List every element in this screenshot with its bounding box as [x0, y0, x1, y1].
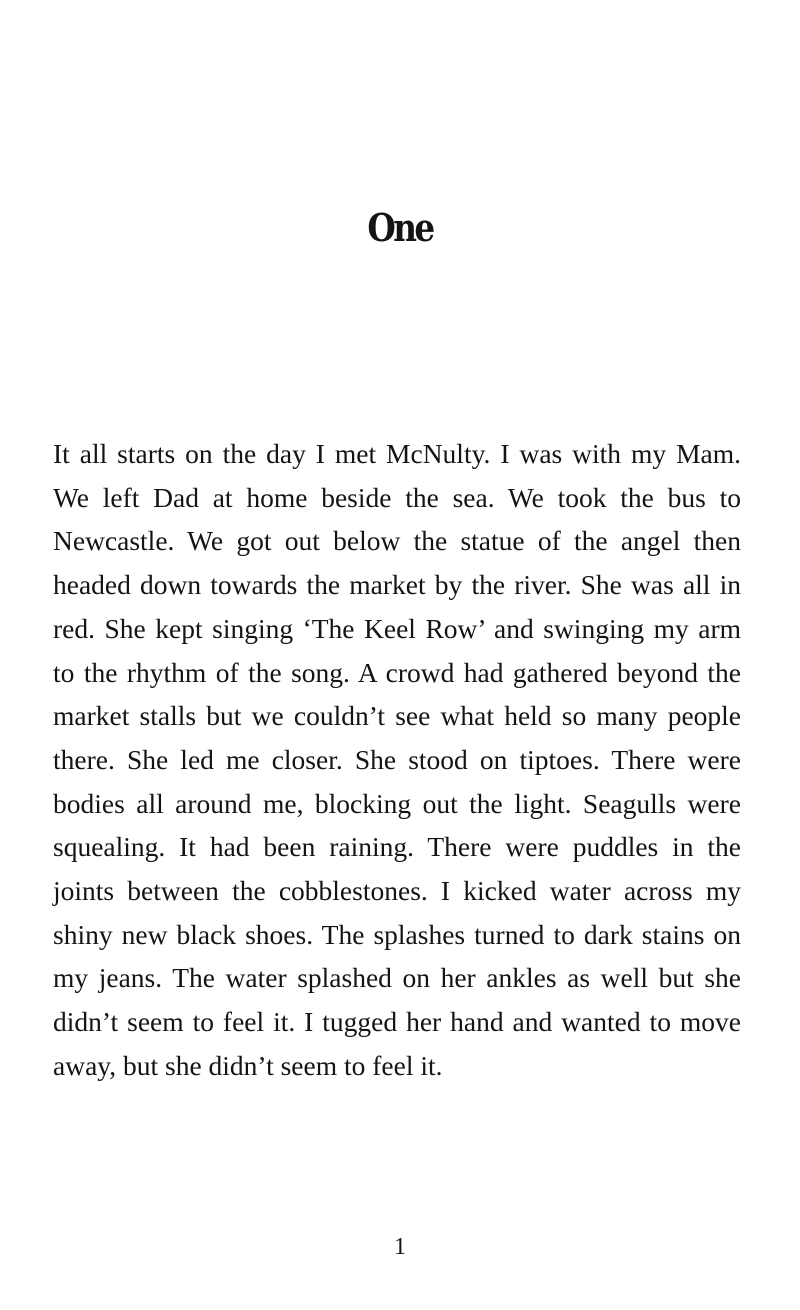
page-number: 1 — [394, 1234, 406, 1260]
chapter-title: One — [367, 205, 433, 250]
chapter-body-text: It all starts on the day I met McNulty. I was with my Mam. We left Dad at home beside the sea. We took the bus to Newcastle. We got out below the statue of the angel then headed down towards the market by the river. She was all in red. She kept singing ‘The Keel Row’ and swinging my arm to the rhythm of the song. A crowd had gathered beyond the market stalls but we couldn’t see what held so many people there. She led me closer. She stood on tiptoes. There were bodies all around me, blocking out the light. Seagulls were squealing. It had been raining. There were puddles in the joints between the cobblestones. I kicked water across my shiny new black shoes. The splashes turned to dark stains on my jeans. The water splashed on her ankles as well but she didn’t seem to feel it. I tugged her hand and wanted to move away, but she didn’t seem to feel it. — [53, 438, 741, 1081]
